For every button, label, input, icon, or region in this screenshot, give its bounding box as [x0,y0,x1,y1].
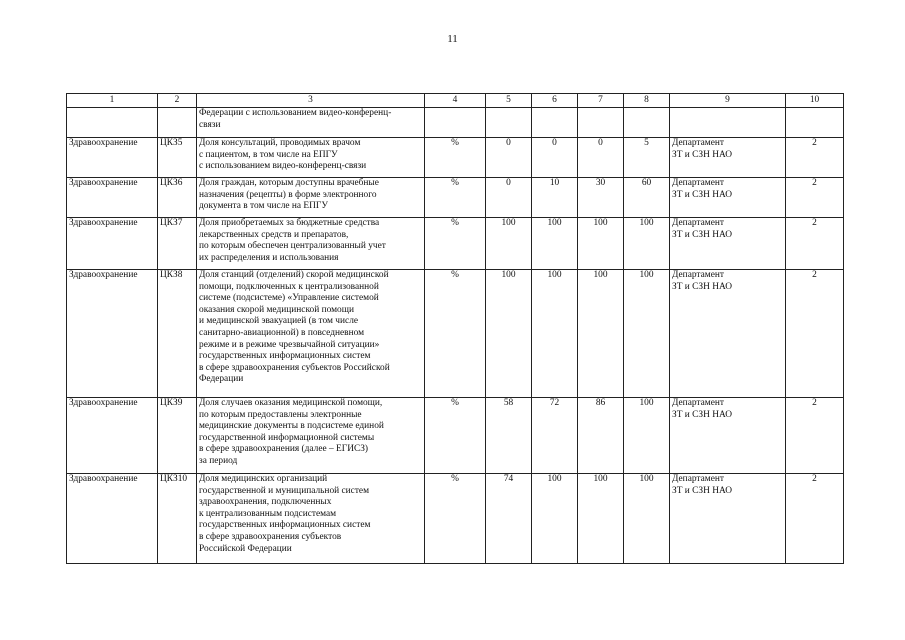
unit-cell: % [425,178,486,218]
page-number: 11 [447,33,458,45]
table-row [67,474,844,564]
indicator-cell: Доля медицинских организаций государственной и муниципальной систем здравоохранения, подключенных к централизованным подсистемам государственных информационных систем в сфере здравоохранения субъектов Российской Федерации [197,474,425,564]
value-cell: 100 [578,270,624,398]
unit-cell: % [425,270,486,398]
priority-cell: 2 [786,474,844,564]
sector-cell: Здравоохранение [67,178,158,218]
indicator-cell: Доля консультаций, проводимых врачом с пациентом, в том числе на ЕПГУ с использованием видео-конференц-связи [197,138,425,178]
value-cell: 30 [578,178,624,218]
responsible-cell: Департамент ЗТ и СЗН НАО [670,270,786,398]
priority-cell: 2 [786,270,844,398]
unit-cell [425,108,486,138]
column-header: 2 [158,94,197,108]
priority-cell: 2 [786,218,844,270]
code-cell: ЦКЗ7 [158,218,197,270]
responsible-cell [670,108,786,138]
table-row [67,108,844,138]
sector-cell: Здравоохранение [67,218,158,270]
value-cell: 100 [624,270,670,398]
column-header: 5 [486,94,532,108]
code-cell [158,108,197,138]
column-header: 7 [578,94,624,108]
table-row [67,270,844,398]
priority-cell: 2 [786,398,844,474]
responsible-cell: Департамент ЗТ и СЗН НАО [670,474,786,564]
value-cell: 0 [486,178,532,218]
column-header: 1 [67,94,158,108]
sector-cell: Здравоохранение [67,474,158,564]
unit-cell: % [425,218,486,270]
column-header: 10 [786,94,844,108]
value-cell: 100 [624,474,670,564]
indicator-cell: Доля приобретаемых за бюджетные средства лекарственных средств и препаратов, по которым обеспечен централизованный учет их распределения и использования [197,218,425,270]
value-cell: 100 [624,218,670,270]
value-cell: 100 [532,218,578,270]
column-header: 4 [425,94,486,108]
responsible-cell: Департамент ЗТ и СЗН НАО [670,218,786,270]
value-cell: 100 [578,474,624,564]
unit-cell: % [425,474,486,564]
priority-cell: 2 [786,138,844,178]
code-cell: ЦКЗ6 [158,178,197,218]
column-header: 3 [197,94,425,108]
code-cell: ЦКЗ8 [158,270,197,398]
value-cell [578,108,624,138]
value-cell: 72 [532,398,578,474]
responsible-cell: Департамент ЗТ и СЗН НАО [670,398,786,474]
sector-cell [67,108,158,138]
indicator-cell: Доля станций (отделений) скорой медицинской помощи, подключенных к централизованной системе (подсистеме) «Управление системой оказания скорой медицинской помощи и медицинской эвакуацией (в том числе санитарно-авиационной) в повседневном режиме и в режиме чрезвычайной ситуации» государственных информационных систем в сфере здравоохранения субъектов Российской Федерации [197,270,425,398]
value-cell: 100 [486,270,532,398]
indicator-cell: Доля случаев оказания медицинской помощи, по которым предоставлены электронные медицинские документы в подсистеме единой государственной информационной системы в сфере здравоохранения (далее – ЕГИСЗ) за период [197,398,425,474]
indicator-cell: Доля граждан, которым доступны врачебные назначения (рецепты) в форме электронного документа в том числе на ЕПГУ [197,178,425,218]
sector-cell: Здравоохранение [67,138,158,178]
value-cell: 100 [532,474,578,564]
code-cell: ЦКЗ9 [158,398,197,474]
column-header: 9 [670,94,786,108]
priority-cell: 2 [786,178,844,218]
value-cell: 86 [578,398,624,474]
column-header: 8 [624,94,670,108]
value-cell: 0 [532,138,578,178]
unit-cell: % [425,138,486,178]
value-cell: 74 [486,474,532,564]
value-cell [532,108,578,138]
value-cell [624,108,670,138]
table-row [67,398,844,474]
value-cell: 60 [624,178,670,218]
responsible-cell: Департамент ЗТ и СЗН НАО [670,178,786,218]
table-header-row [67,94,844,108]
indicator-cell: Федерации с использованием видео-конференц- связи [197,108,425,138]
table-row [67,218,844,270]
column-header: 6 [532,94,578,108]
table-row [67,138,844,178]
value-cell: 100 [578,218,624,270]
value-cell: 100 [486,218,532,270]
responsible-cell: Департамент ЗТ и СЗН НАО [670,138,786,178]
priority-cell [786,108,844,138]
table-row [67,178,844,218]
code-cell: ЦКЗ5 [158,138,197,178]
value-cell: 10 [532,178,578,218]
value-cell: 0 [486,138,532,178]
code-cell: ЦКЗ10 [158,474,197,564]
value-cell [486,108,532,138]
sector-cell: Здравоохранение [67,398,158,474]
sector-cell: Здравоохранение [67,270,158,398]
value-cell: 5 [624,138,670,178]
indicators-table [66,93,844,564]
unit-cell: % [425,398,486,474]
value-cell: 58 [486,398,532,474]
value-cell: 100 [624,398,670,474]
value-cell: 100 [532,270,578,398]
value-cell: 0 [578,138,624,178]
